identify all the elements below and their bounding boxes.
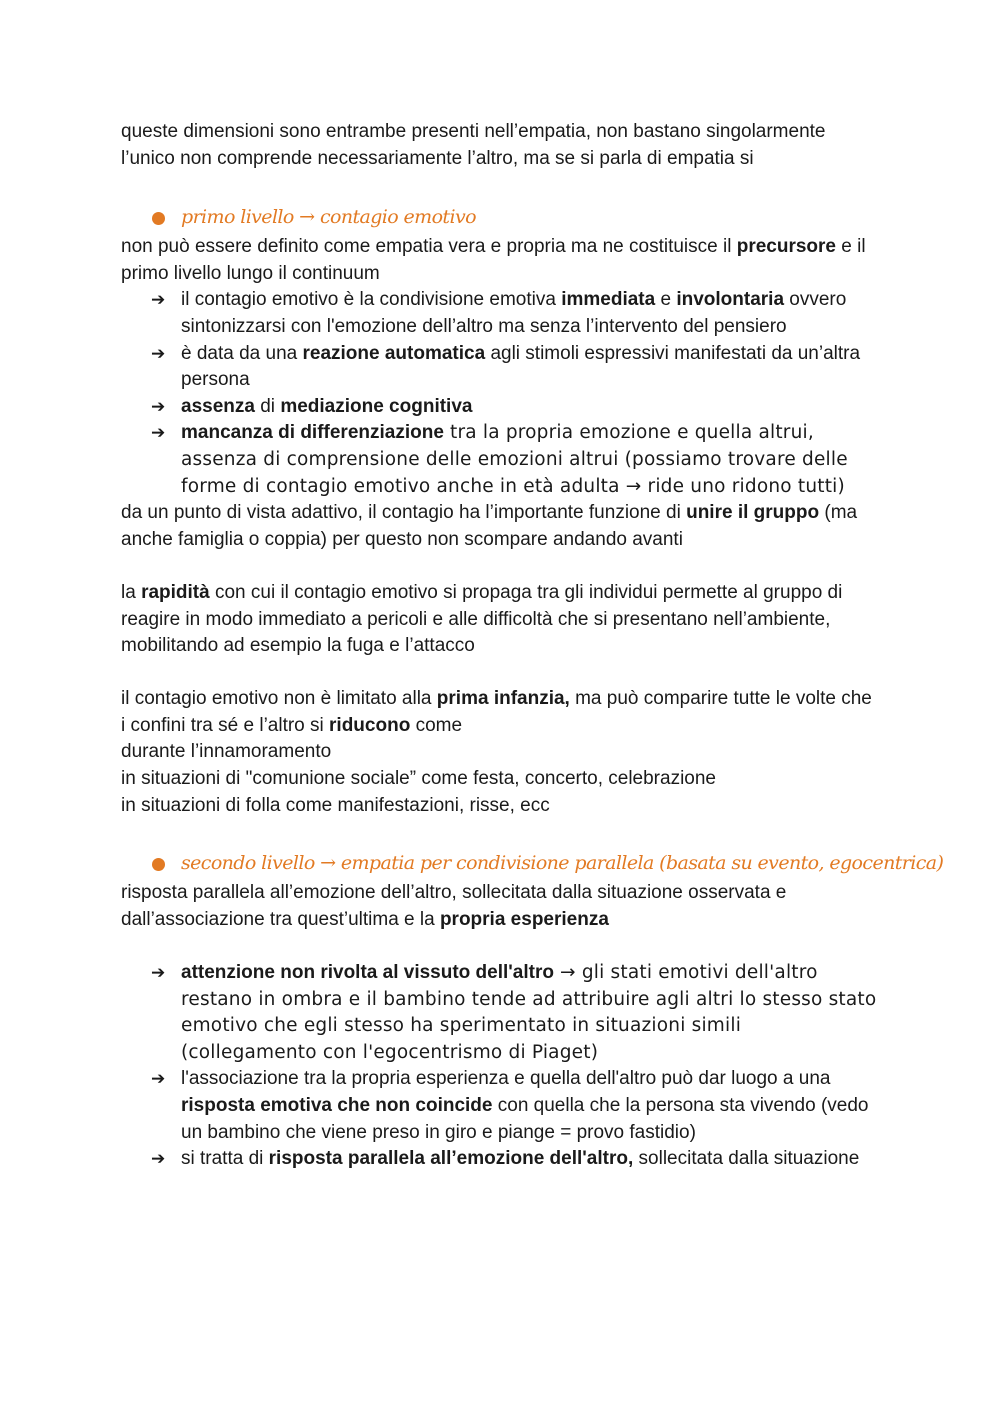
section-heading-secondo-livello: secondo livello → empatia per condivisione parallela (basata su evento, egocentrica) xyxy=(121,850,1000,876)
list-item: ➔ è data da una reazione automatica agli stimoli espressivi manifestati da un’altra persona xyxy=(151,342,861,391)
list-item: ➔ assenza di mediazione cognitiva xyxy=(181,394,881,421)
list-item: ➔ il contagio emotivo è la condivisione emotiva immediata e involontaria ovvero sintonizzarsi con l'emozione dell’altro ma senza l’intervento del pensiero xyxy=(151,289,847,337)
paragraph: da un punto di vista adattivo, il contagio ha l’importante funzione di unire il gruppo (ma anche famiglia o coppia) per questo non scompare andando avanti xyxy=(121,502,858,550)
arrow-icon: ➔ xyxy=(151,290,166,310)
arrow-icon: ➔ xyxy=(151,1149,166,1169)
paragraph-line: in situazioni di "comunione sociale” come festa, concerto, celebrazione xyxy=(121,768,717,790)
paragraph: non può essere definito come empatia vera e propria ma ne costituisce il precursore e il primo livello lungo il continuum xyxy=(121,236,866,284)
paragraph: risposta parallela all’emozione dell’altro, sollecitata dalla situazione osservata e dall’associazione tra quest’ultima e la propria esperienza xyxy=(121,882,787,930)
arrow-icon: ➔ xyxy=(151,396,166,416)
arrow-icon: ➔ xyxy=(151,963,166,983)
list-item: ➔ mancanza di differenziazione tra la propria emozione e quella altrui, assenza di comprensione delle emozioni altrui (possiamo trovare delle forme di contagio emotivo anche in età adulta → ride uno ridono tutti) xyxy=(151,422,848,497)
paragraph-line: in situazioni di folla come manifestazioni, risse, ecc xyxy=(121,794,550,816)
arrow-icon: ➔ xyxy=(151,343,166,363)
list-item: ➔ l'associazione tra la propria esperienza e quella dell'altro può dar luogo a una risposta emotiva che non coincide con quella che la persona sta vivendo (vedo un bambino che viene preso in giro e piange = provo fastidio) xyxy=(151,1068,869,1143)
bullet-dot-icon xyxy=(152,212,165,225)
bullet-list xyxy=(121,287,881,500)
paragraph: la rapidità con cui il contagio emotivo si propaga tra gli individui permette al gruppo di reagire in modo immediato a pericoli e alle difficoltà che si presentano nell’ambiente, mobilitando ad esempio la fuga e l’attacco xyxy=(121,581,843,657)
arrow-icon: ➔ xyxy=(151,1069,166,1089)
list-item: ➔ attenzione non rivolta al vissuto dell'altro → gli stati emotivi dell'altro restano in ombra e il bambino tende ad attribuire agli altri lo stesso stato emotivo che egli stesso ha sperimentato in situazioni simili (collegamento con l'egocentrismo di Piaget) xyxy=(151,962,877,1063)
arrow-icon: ➔ xyxy=(151,423,166,443)
list-item: ➔ si tratta di risposta parallela all’emozione dell'altro, sollecitata dalla situazione xyxy=(181,1146,881,1173)
paragraph: il contagio emotivo non è limitato alla prima infanzia, ma può comparire tutte le volte che i confini tra sé e l’altro si riducono come xyxy=(121,688,872,736)
bullet-dot-icon xyxy=(152,858,165,871)
section-heading-primo-livello: primo livello → contagio emotivo xyxy=(121,204,1000,230)
bullet-list xyxy=(121,960,881,1173)
intro-line-2: l’unico non comprende necessariamente l’altro, ma se si parla di empatia si xyxy=(121,147,754,169)
paragraph-line: durante l’innamoramento xyxy=(121,741,332,763)
intro-line-1: queste dimensioni sono entrambe presenti nell’empatia, non bastano singolarmente xyxy=(121,121,826,142)
